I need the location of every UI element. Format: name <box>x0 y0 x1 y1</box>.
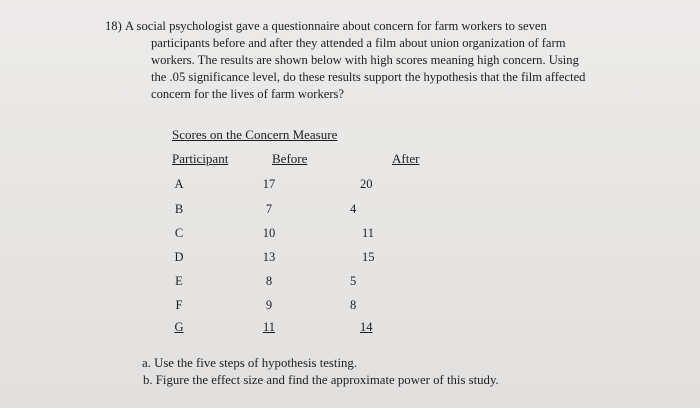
header-after: After <box>392 151 420 166</box>
problem-line-5: concern for the lives of farm workers? <box>151 87 345 101</box>
problem-line-3: workers. The results are shown below with high scores meaning high concern. Using <box>151 53 579 67</box>
header-participant: Participant <box>172 151 229 166</box>
cell-after: 4 <box>350 202 357 216</box>
cell-participant: E <box>175 274 183 288</box>
cell-before: 9 <box>265 298 273 312</box>
table-title: Scores on the Concern Measure <box>172 127 338 142</box>
problem-line-4: the .05 significance level, do these results support the hypothesis that the film affected <box>151 70 586 84</box>
task-b: b. Figure the effect size and find the approximate power of this study. <box>143 373 499 387</box>
header-before: Before <box>272 151 308 166</box>
cell-participant: F <box>175 298 183 312</box>
cell-before: 17 <box>262 177 276 191</box>
cell-before: 7 <box>265 202 273 216</box>
cell-participant: G <box>174 320 184 334</box>
cell-participant: C <box>174 226 184 240</box>
cell-after: 8 <box>350 298 357 312</box>
cell-after: 20 <box>360 177 373 191</box>
cell-after: 15 <box>362 250 375 264</box>
task-a: a. Use the five steps of hypothesis testing. <box>142 356 358 370</box>
problem-line-1: A social psychologist gave a questionnaire about concern for farm workers to seven <box>125 19 547 33</box>
cell-before: 8 <box>265 274 273 288</box>
cell-participant: D <box>174 250 184 264</box>
cell-participant: B <box>174 202 184 216</box>
cell-before: 10 <box>262 226 276 240</box>
cell-after: 11 <box>362 226 375 240</box>
cell-after: 5 <box>350 274 357 288</box>
cell-after: 14 <box>360 320 373 334</box>
problem-number: 18) <box>105 19 122 33</box>
cell-participant: A <box>174 177 184 191</box>
cell-before: 11 <box>262 320 276 334</box>
cell-before: 13 <box>262 250 276 264</box>
problem-line-2: participants before and after they attended a film about union organization of farm <box>151 36 566 50</box>
